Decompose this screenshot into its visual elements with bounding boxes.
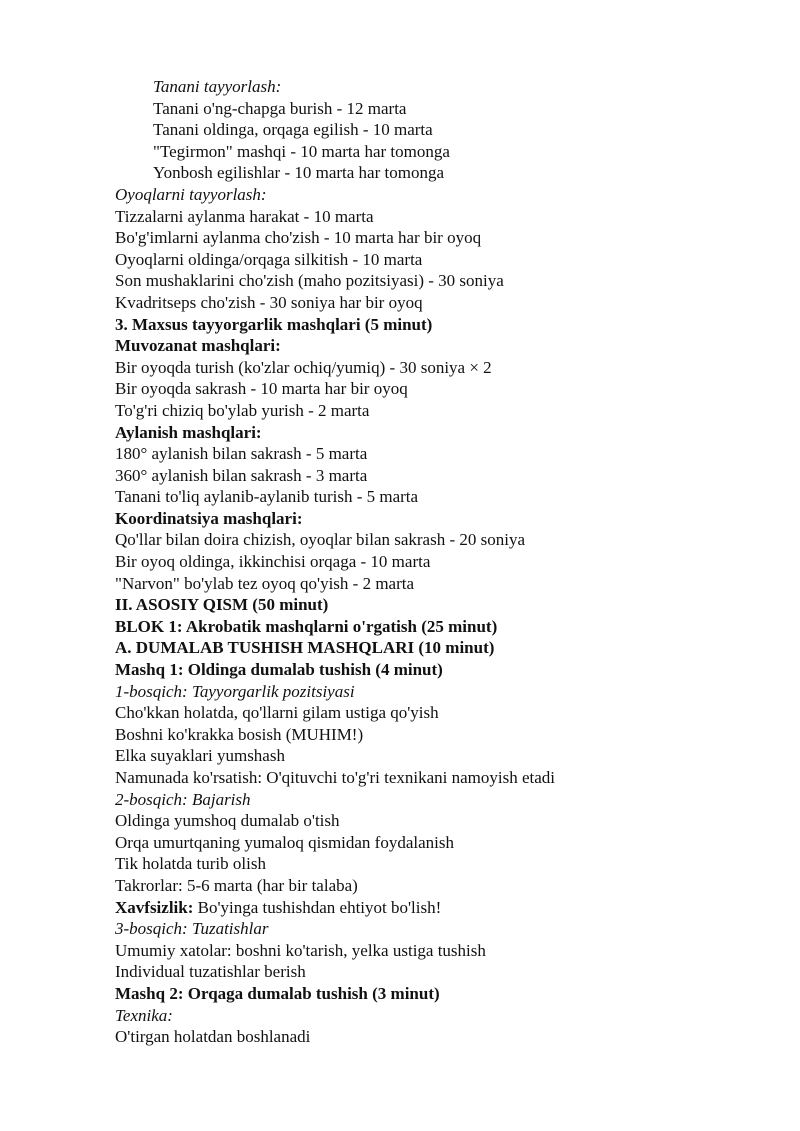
block-title: BLOK 1: Akrobatik mashqlarni o'rgatish (25 minut) — [115, 616, 498, 636]
list-item: Son mushaklarini cho'zish (maho pozitsiyasi) - 30 soniya — [115, 271, 504, 291]
list-item: Qo'llar bilan doira chizish, oyoqlar bilan sakrash - 20 soniya — [115, 530, 526, 550]
list-item: Kvadritseps cho'zish - 30 soniya har bir oyoq — [115, 292, 423, 312]
list-item: Elka suyaklari yumshash — [115, 746, 285, 766]
list-item: 180° aylanish bilan sakrash - 5 marta — [115, 444, 368, 464]
safety-note — [115, 897, 775, 919]
list-item: O'tirgan holatdan boshlanadi — [115, 1027, 311, 1047]
list-item: Orqa umurtqaning yumaloq qismidan foydalanish — [115, 832, 454, 852]
list-item: To'g'ri chiziq bo'ylab yurish - 2 marta — [115, 400, 370, 420]
list-item: Cho'kkan holatda, qo'llarni gilam ustiga qo'yish — [115, 703, 439, 723]
list-item: "Tegirmon" mashqi - 10 marta har tomonga — [153, 141, 450, 161]
list-item: Tanani o'ng-chapga burish - 12 marta — [153, 98, 407, 118]
list-item: Tizzalarni aylanma harakat - 10 marta — [115, 206, 374, 226]
list-item: Umumiy xatolar: boshni ko'tarish, yelka ustiga tushish — [115, 940, 486, 960]
list-item: Yonbosh egilishlar - 10 marta har tomonga — [153, 163, 445, 183]
list-item: Bo'g'imlarni aylanma cho'zish - 10 marta har bir oyoq — [115, 228, 482, 248]
list-item: Boshni ko'krakka bosish (MUHIM!) — [115, 724, 364, 744]
list-item: Tik holatda turib olish — [115, 854, 266, 874]
list-item: Takrorlar: 5-6 marta (har bir talaba) — [115, 875, 358, 895]
section-heading-body: Tanani tayyorlash: — [153, 77, 282, 96]
technique-heading: Texnika: — [115, 1005, 173, 1025]
list-item: Oldinga yumshoq dumalab o'tish — [115, 811, 340, 831]
safety-label: Xavfsizlik: — [115, 897, 194, 917]
list-item: Bir oyoqda sakrash - 10 marta har bir oyoq — [115, 379, 408, 399]
exercise-title: Mashq 2: Orqaga dumalab tushish (3 minut) — [115, 983, 440, 1003]
subsection-title: A. DUMALAB TUSHISH MASHQLARI (10 minut) — [115, 638, 495, 658]
exercise-title: Mashq 1: Oldinga dumalab tushish (4 minut) — [115, 660, 443, 680]
document-content — [115, 76, 775, 1048]
section-heading-legs: Oyoqlarni tayyorlash: — [115, 184, 267, 204]
subheading-rotation: Aylanish mashqlari: — [115, 422, 262, 442]
stage-heading: 2-bosqich: Bajarish — [115, 789, 251, 809]
list-item: 360° aylanish bilan sakrash - 3 marta — [115, 465, 368, 485]
list-item: Bir oyoqda turish (ko'zlar ochiq/yumiq) - 30 soniya × 2 — [115, 357, 492, 377]
list-item: Individual tuzatishlar berish — [115, 962, 306, 982]
list-item: Bir oyoq oldinga, ikkinchisi orqaga - 10 marta — [115, 552, 431, 572]
section-title-special: 3. Maxsus tayyorgarlik mashqlari (5 minut) — [115, 314, 433, 334]
stage-heading: 3-bosqich: Tuzatishlar — [115, 919, 269, 939]
stage-heading: 1-bosqich: Tayyorgarlik pozitsiyasi — [115, 681, 355, 701]
list-item: Oyoqlarni oldinga/orqaga silkitish - 10 marta — [115, 249, 423, 269]
list-item: "Narvon" bo'ylab tez oyoq qo'yish - 2 marta — [115, 573, 415, 593]
section-title-main: II. ASOSIY QISM (50 minut) — [115, 595, 329, 615]
list-item: Namunada ko'rsatish: O'qituvchi to'g'ri texnikani namoyish etadi — [115, 768, 555, 787]
safety-text: Bo'yinga tushishdan ehtiyot bo'lish! — [193, 897, 442, 917]
subheading-balance: Muvozanat mashqlari: — [115, 336, 281, 356]
subheading-coordination: Koordinatsiya mashqlari: — [115, 508, 303, 528]
list-item: Tanani to'liq aylanib-aylanib turish - 5 marta — [115, 487, 419, 507]
list-item: Tanani oldinga, orqaga egilish - 10 marta — [153, 120, 433, 140]
